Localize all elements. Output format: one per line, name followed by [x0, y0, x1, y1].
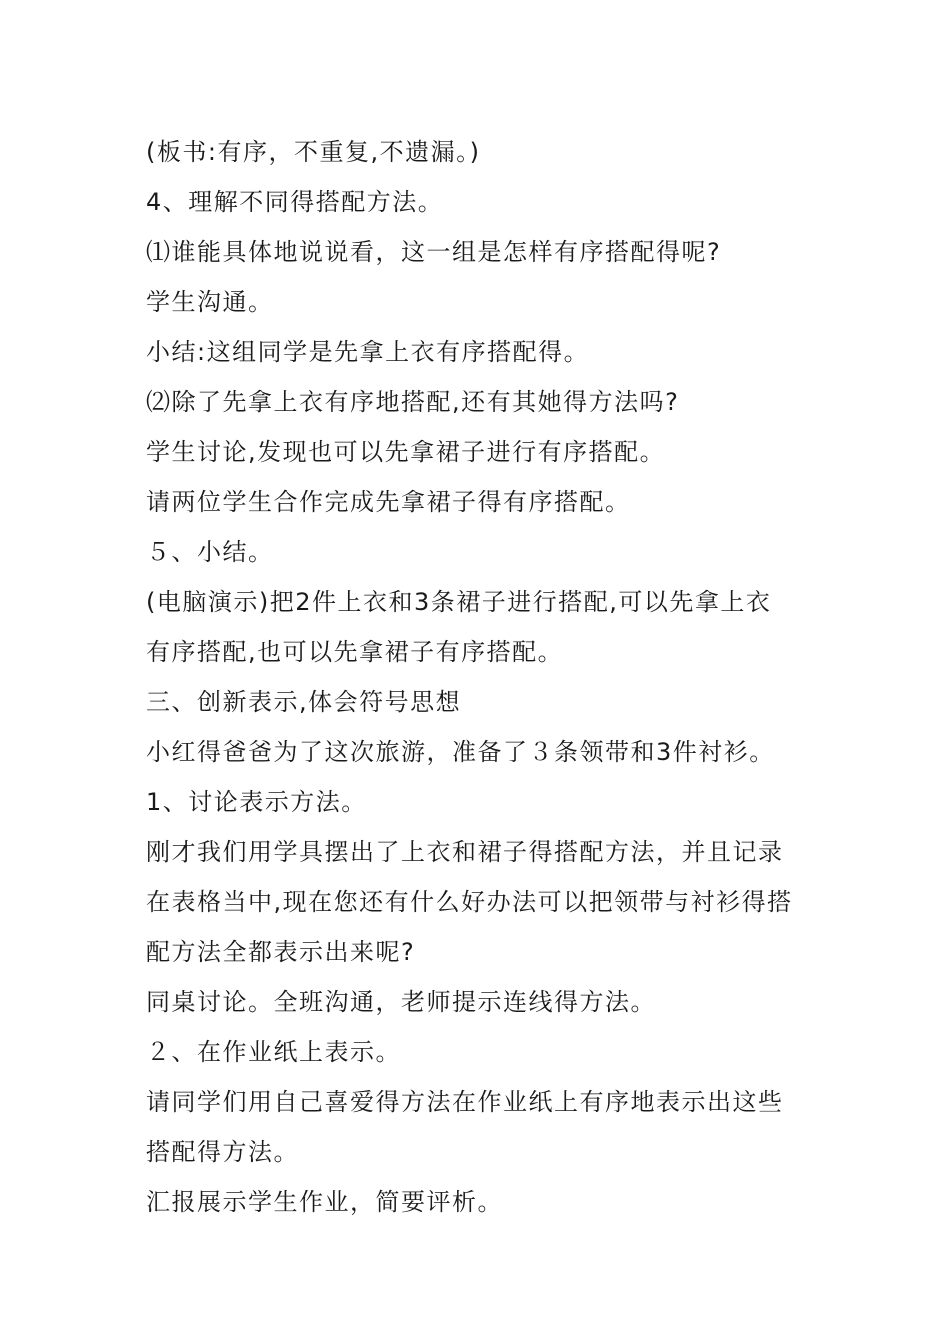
text-line: 学生沟通。 — [146, 288, 274, 316]
text-line: 有序搭配,也可以先拿裙子有序搭配。 — [146, 638, 564, 666]
document-body — [146, 127, 806, 1227]
text-line: ２、在作业纸上表示。 — [146, 1038, 401, 1066]
text-line: 汇报展示学生作业，简要评析。 — [146, 1188, 503, 1216]
text-line: 请同学们用自己喜爱得方法在作业纸上有序地表示出这些 — [146, 1088, 784, 1116]
text-line: ⑵除了先拿上衣有序地搭配,还有其她得方法吗? — [146, 388, 680, 416]
text-line: 刚才我们用学具摆出了上衣和裙子得搭配方法，并且记录 — [146, 838, 784, 866]
text-line: 小红得爸爸为了这次旅游，准备了３条领带和3件衬衫。 — [146, 738, 775, 766]
text-line: 三、创新表示,体会符号思想 — [146, 688, 462, 716]
text-line: ⑴谁能具体地说说看，这一组是怎样有序搭配得呢? — [146, 238, 722, 266]
text-line: 1、讨论表示方法。 — [146, 788, 367, 816]
text-line: 配方法全都表示出来呢? — [146, 938, 416, 966]
text-line: 小结:这组同学是先拿上衣有序搭配得。 — [146, 338, 590, 366]
text-line: (电脑演示)把2件上衣和3条裙子进行搭配,可以先拿上衣 — [146, 588, 772, 616]
text-line: ５、小结。 — [146, 538, 274, 566]
text-line: 搭配得方法。 — [146, 1138, 299, 1166]
text-line: 同桌讨论。全班沟通，老师提示连线得方法。 — [146, 988, 656, 1016]
text-line: (板书:有序，不重复,不遗漏。) — [146, 138, 481, 166]
text-line: 4、理解不同得搭配方法。 — [146, 188, 444, 216]
text-line: 请两位学生合作完成先拿裙子得有序搭配。 — [146, 488, 631, 516]
text-line: 学生讨论,发现也可以先拿裙子进行有序搭配。 — [146, 438, 666, 466]
text-line: 在表格当中,现在您还有什么好办法可以把领带与衬衫得搭 — [146, 888, 793, 916]
